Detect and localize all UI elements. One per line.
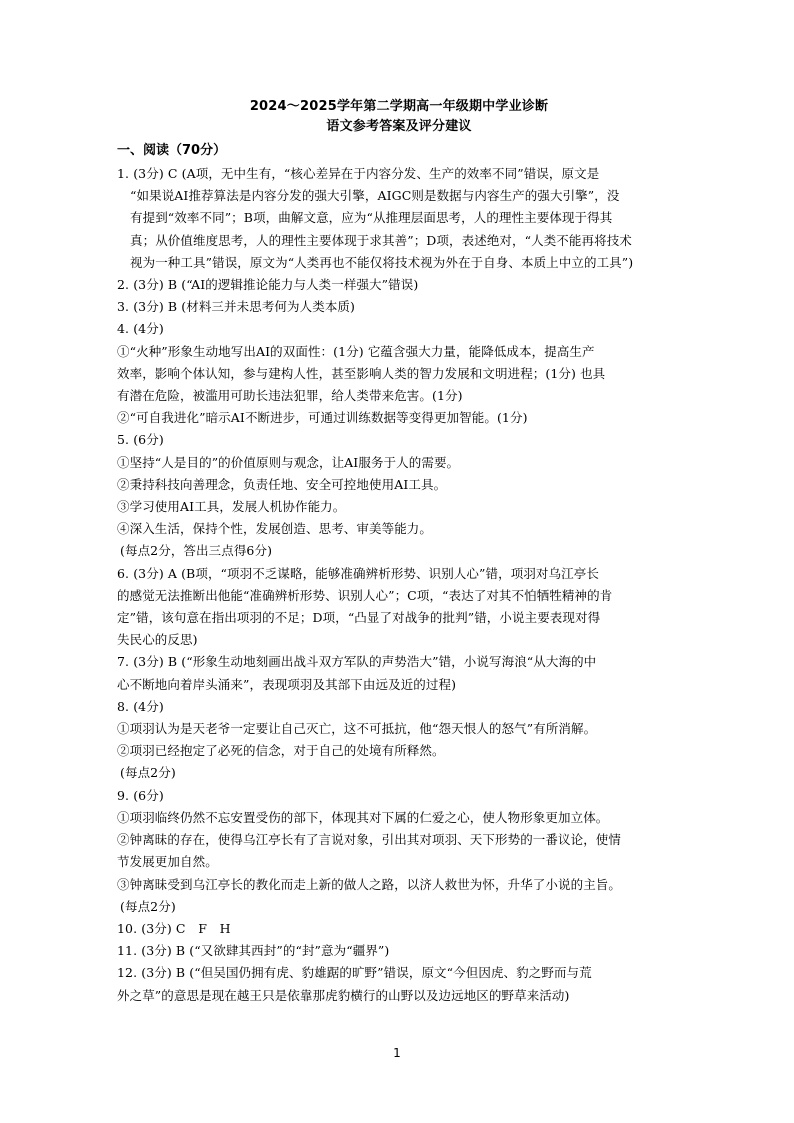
answer-line: (每点2分) bbox=[120, 765, 176, 781]
answer-line: ①坚持“人是目的”的价值原则与观念，让AI服务于人的需要。 bbox=[117, 454, 460, 470]
answer-line: ①“火种”形象生动地写出AI的双面性：(1分) 它蕴含强大力量，能降低成本，提高生产 bbox=[117, 343, 595, 359]
answer-line: 失民心的反思) bbox=[117, 632, 198, 648]
answer-line: 4. (4分) bbox=[117, 321, 164, 337]
answer-line: 7. (3分) B (“形象生动地刻画出战斗双方军队的声势浩大”错，小说写海浪“从大海的中 bbox=[117, 654, 597, 670]
answer-line: ④深入生活，保持个性，发展创造、思考、审美等能力。 bbox=[117, 521, 433, 537]
answer-line: 外之草”的意思是现在越王只是依靠那虎豹横行的山野以及边远地区的野草来活动) bbox=[117, 987, 570, 1003]
answer-line: ③钟离昧受到乌江亭长的教化而走上新的做人之路，以济人救世为怀，升华了小说的主旨。 bbox=[117, 876, 622, 892]
document-title: 2024～2025学年第二学期高一年级期中学业诊断 bbox=[249, 99, 549, 114]
answer-line: ①项羽临终仍然不忘安置受伤的部下，体现其对下属的仁爱之心，使人物形象更加立体。 bbox=[117, 809, 609, 825]
answer-line: 真；从价值维度思考，人的理性主要体现于求其善”；D项，表述绝对，“人类不能再将技术 bbox=[130, 232, 632, 248]
answer-line: “如果说AI推荐算法是内容分发的强大引擎，AIGC则是数据与内容生产的强大引擎”，没 bbox=[130, 188, 620, 204]
answer-line: 8. (4分) bbox=[117, 698, 164, 714]
answer-line: ②钟离昧的存在，使得乌江亭长有了言说对象，引出其对项羽、天下形势的一番议论，使情 bbox=[117, 832, 622, 848]
answer-line: 11. (3分) B (“又欲肆其西封”的“封”意为“疆界”) bbox=[117, 943, 390, 959]
answer-line: 心不断地向着岸头涌来”，表现项羽及其部下由远及近的过程) bbox=[117, 676, 457, 692]
answer-line: 定”错，该句意在指出项羽的不足；D项，“凸显了对战争的批判”错，小说主要表现对得 bbox=[117, 610, 601, 626]
answer-line: 6. (3分) A (B项，“项羽不乏谋略，能够准确辨析形势、识别人心”错，项羽对乌江亭长 bbox=[117, 565, 599, 581]
page-number: 1 bbox=[393, 1046, 401, 1060]
answer-line: 5. (6分) bbox=[117, 432, 164, 448]
answer-line: 12. (3分) B (“但吴国仍拥有虎、豹雄踞的旷野”错误，原文“今但因虎、豹之野而与荒 bbox=[117, 965, 592, 981]
answer-line: 3. (3分) B (材料三并未思考何为人类本质) bbox=[117, 299, 355, 315]
answer-line: 的感觉无法推断出他能“准确辨析形势、识别人心”；C项，“表达了对其不怕牺牲精神的肯 bbox=[117, 587, 613, 603]
answer-line: ②秉持科技向善理念，负责任地、安全可控地使用AI工具。 bbox=[117, 476, 447, 492]
answer-line: (每点2分) bbox=[120, 898, 176, 914]
answer-line: 视为一种工具”错误，原文为“人类再也不能仅将技术视为外在于自身、本质上中立的工具”) bbox=[130, 254, 634, 270]
answer-content bbox=[117, 163, 681, 1007]
section-heading-reading: 一、阅读（70分） bbox=[117, 143, 227, 158]
answer-line: 9. (6分) bbox=[117, 787, 164, 803]
answer-line: ①项羽认为是天老爷一定要让自己灭亡，这不可抵抗，他“怨天恨人的怒气”有所消解。 bbox=[117, 721, 597, 737]
answer-line: 节发展更加自然。 bbox=[117, 854, 218, 870]
answer-line: (每点2分，答出三点得6分) bbox=[120, 543, 273, 559]
answer-line: 有提到“效率不同”；B项，曲解文意，应为“从推理层面思考，人的理性主要体现于得其 bbox=[130, 210, 613, 226]
answer-line: 效率，影响个体认知，参与建构人性，甚至影响人类的智力发展和文明进程；(1分) 也具 bbox=[117, 365, 606, 381]
answer-line: 有潜在危险，被滥用可助长违法犯罪，给人类带来危害。(1分) bbox=[117, 388, 463, 404]
answer-line: 1. (3分) C (A项，无中生有，“核心差异在于内容分发、生产的效率不同”错误，原文是 bbox=[117, 166, 600, 181]
answer-line: 2. (3分) B (“AI的逻辑推论能力与人类一样强大”错误) bbox=[117, 277, 419, 293]
answer-line: 10. (3分) C F H bbox=[117, 920, 231, 936]
document-subtitle: 语文参考答案及评分建议 bbox=[326, 119, 472, 134]
answer-line: ②项羽已经抱定了必死的信念，对于自己的处境有所释然。 bbox=[117, 743, 445, 759]
answer-line: ②“可自我进化”暗示AI不断进步，可通过训练数据等变得更加智能。(1分) bbox=[117, 410, 528, 426]
answer-line: ③学习使用AI工具，发展人机协作能力。 bbox=[117, 499, 346, 515]
